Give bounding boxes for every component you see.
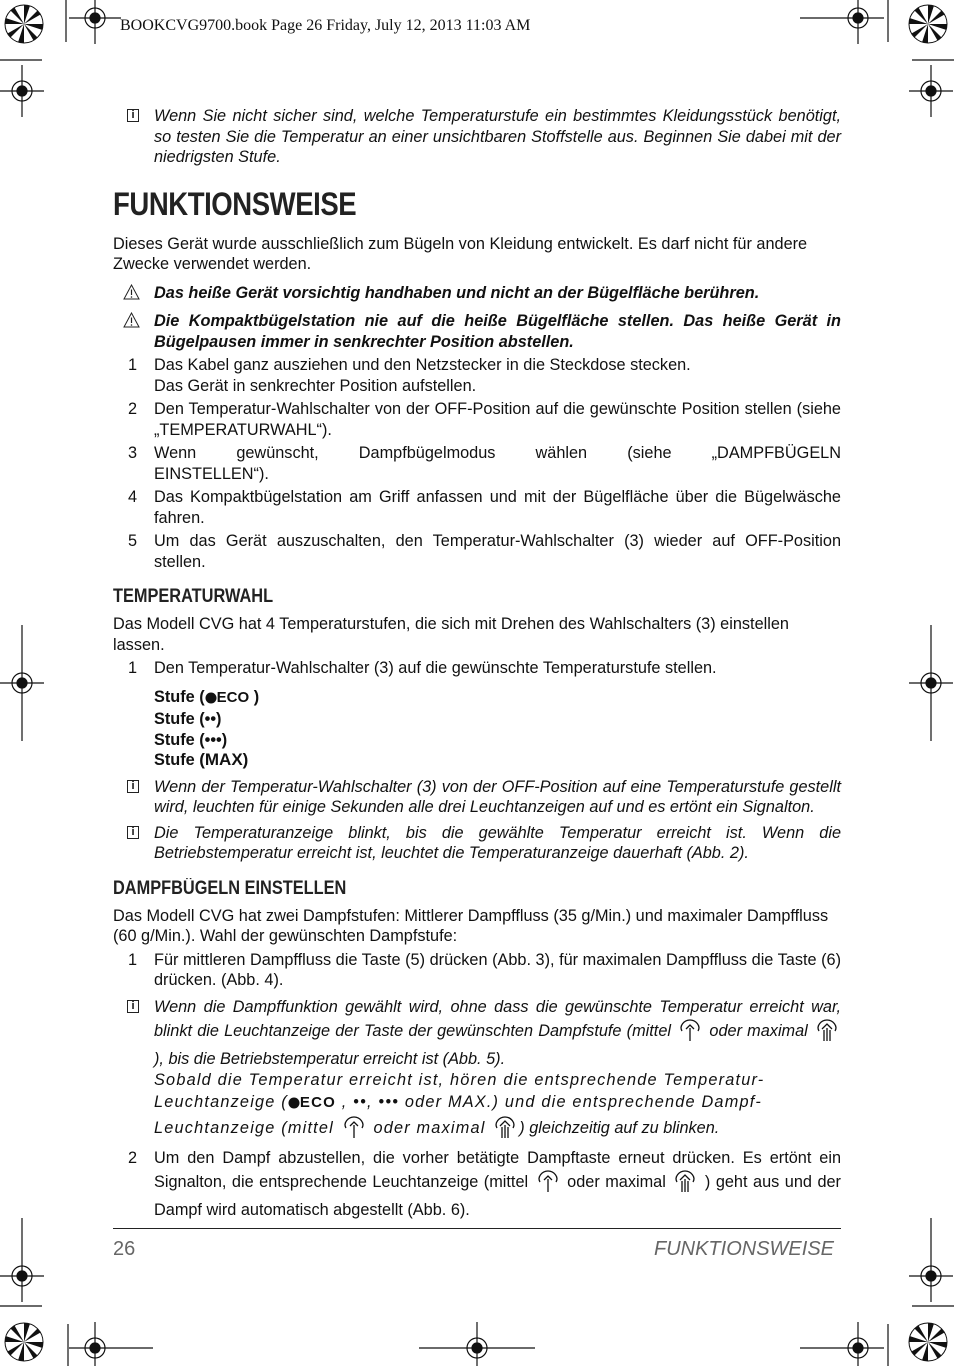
info-note-icon: i — [127, 109, 139, 122]
level-max: Stufe (MAX) — [154, 750, 249, 769]
steam-max-icon — [674, 1169, 696, 1200]
note-text: Wenn der Temperatur-Wahlschalter (3) von der OFF-Position auf eine Temperaturstufe gestellt wird, leuchten für einige Sekunden alle drei Leuchtanzeigen auf und es ertönt ein Signalton. — [154, 777, 841, 816]
step-text: Das Kabel ganz ausziehen und den Netzstecker in die Steckdose stecken. — [154, 356, 691, 374]
steam-max-icon — [816, 1018, 838, 1049]
temperature-intro: Das Modell CVG hat 4 Temperaturstufen, die sich mit Drehen des Wahlschalters (3) einstellen lassen. — [113, 615, 789, 654]
steam-heading: DAMPFBÜGELN EINSTELLEN — [113, 877, 347, 899]
step-text: Wenn gewünscht, Dampfbügelmodus wählen (siehe „DAMPFBÜGELN EINSTELLEN“). — [154, 444, 841, 483]
steam-note-continuation: Sobald die Temperatur erreicht ist, hören die entsprechende Temperatur-Leuchtanzeige ( ECO , ••, ••• oder MAX.) und die entsprechende Dampf-Leuchtanzeige (mittel oder maximal ) gleichzeitig auf zu blinken. — [154, 1070, 841, 1146]
temperature-levels — [113, 687, 841, 771]
footer-divider — [113, 1228, 841, 1229]
temperature-note-2 — [113, 823, 841, 864]
level-two-dots: Stufe (••) — [154, 710, 222, 728]
step-text: Für mittleren Dampffluss die Taste (5) drücken (Abb. 3), für maximalen Dampffluss die Taste (6) drücken. (Abb. 4). — [154, 950, 841, 989]
step-text: Um das Gerät auszuschalten, den Temperatur-Wahlschalter (3) wieder auf OFF-Position stellen. — [154, 532, 841, 571]
step-text: Den Temperatur-Wahlschalter von der OFF-Position auf die gewünschte Position stellen (siehe „TEMPERATURWAHL“). — [154, 400, 841, 439]
note-text: Die Temperaturanzeige blinkt, bis die gewählte Temperatur erreicht ist. Wenn die Betriebstemperatur erreicht ist, leuchtet die Temperaturanzeige dauerhaft (Abb. 2). — [154, 823, 841, 862]
step-text: Das Kompaktbügelstation am Griff anfassen und mit der Bügelfläche über die Bügelwäsche fahren. — [154, 488, 841, 527]
intro-note-text: Wenn Sie nicht sicher sind, welche Temperaturstufe ein bestimmtes Kleidungsstück benötigt, so testen Sie die Temperatur an einer unsichtbaren Stoffstelle aus. Beginnen Sie dabei mit der niedrigsten Stufe. — [154, 107, 841, 166]
step-number: 4 — [128, 488, 138, 506]
step-1 — [113, 355, 841, 396]
step-number: 1 — [128, 950, 138, 969]
eco-icon — [288, 1094, 300, 1116]
step-3 — [113, 443, 841, 484]
warning-triangle-icon — [123, 312, 140, 328]
footer-section-title: FUNKTIONSWEISE — [653, 1238, 834, 1260]
eco-label: ECO — [216, 688, 250, 706]
section-intro: Dieses Gerät wurde ausschließlich zum Bügeln von Kleidung entwickelt. Es darf nicht für andere Zwecke verwendet werden. — [113, 234, 808, 273]
main-content — [113, 106, 841, 1224]
step-number: 1 — [128, 659, 138, 677]
warning-2 — [113, 311, 841, 352]
steam-medium-icon — [343, 1115, 365, 1146]
step-number: 5 — [128, 532, 138, 550]
eco-icon — [205, 689, 217, 710]
step-4 — [113, 487, 841, 528]
temperature-heading: TEMPERATURWAHL — [113, 586, 274, 607]
level-eco: Stufe ( ECO ) — [154, 687, 841, 710]
intro-note — [113, 106, 841, 168]
step-2 — [113, 399, 841, 440]
warning-2-text: Die Kompaktbügelstation nie auf die heiße Bügelfläche stellen. Das heiße Gerät in Bügelpausen immer in senkrechter Position abstellen. — [154, 312, 841, 351]
warning-1-text: Das heiße Gerät vorsichtig handhaben und nicht an der Bügelfläche berühren. — [154, 283, 760, 302]
steam-medium-icon — [679, 1018, 701, 1049]
steam-intro: Das Modell CVG hat zwei Dampfstufen: Mittlerer Dampffluss (35 g/Min.) und maximaler Dampffluss (60 g/Min.). Wahl der gewünschten Dampfstufe: — [113, 906, 829, 945]
warning-1 — [113, 283, 841, 304]
steam-max-icon — [494, 1115, 516, 1146]
step-number: 2 — [128, 1148, 138, 1167]
steam-step-2: 2 Um den Dampf abzustellen, die vorher betätigte Dampftaste erneut drücken. Es ertönt ein Signalton, die entsprechende Leuchtanzeige (mittel oder maximal ) geht aus und der Dampf wird automatisch abgestellt (Abb. 6). — [128, 1148, 841, 1219]
step-number: 1 — [128, 356, 138, 374]
temperature-step-1 — [113, 658, 841, 679]
level-three-dots: Stufe (•••) — [154, 730, 228, 749]
steam-note: i Wenn die Dampffunktion gewählt wird, ohne dass die gewünschte Temperatur erreicht war, blinkt die Leuchtanzeige der Taste der gewünschten Dampfstufe (mittel oder maximal ), bis die Betriebstemperatur erreicht ist (Abb. 5). Sobald die Temperatur erreicht ist, hören die entsprechende Temperatur-Leuchtanzeige ( ECO , ••, ••• oder MAX.) und die entsprechende Dampf-Leuchtanzeige (mittel oder maximal ) gleichzeitig auf zu blinken. — [113, 997, 841, 1146]
warning-triangle-icon — [123, 284, 140, 300]
temperature-note-1 — [113, 777, 841, 818]
steam-step-1 — [113, 950, 841, 991]
info-note-icon: i — [127, 780, 139, 793]
step-number: 2 — [128, 400, 138, 418]
step-number: 3 — [128, 444, 138, 462]
step-text-2: Das Gerät in senkrechter Position aufstellen. — [154, 376, 477, 395]
section-title: FUNKTIONSWEISE — [113, 185, 357, 222]
eco-label: ECO — [299, 1093, 336, 1111]
step-text: Den Temperatur-Wahlschalter (3) auf die gewünschte Temperaturstufe stellen. — [154, 659, 717, 677]
info-note-icon: i — [127, 1000, 139, 1013]
steam-medium-icon — [537, 1169, 559, 1200]
info-note-icon: i — [127, 826, 139, 839]
page-number: 26 — [113, 1238, 136, 1260]
step-5 — [113, 531, 841, 572]
print-header: BOOKCVG9700.book Page 26 Friday, July 12, 2013 11:03 AM — [120, 17, 531, 34]
